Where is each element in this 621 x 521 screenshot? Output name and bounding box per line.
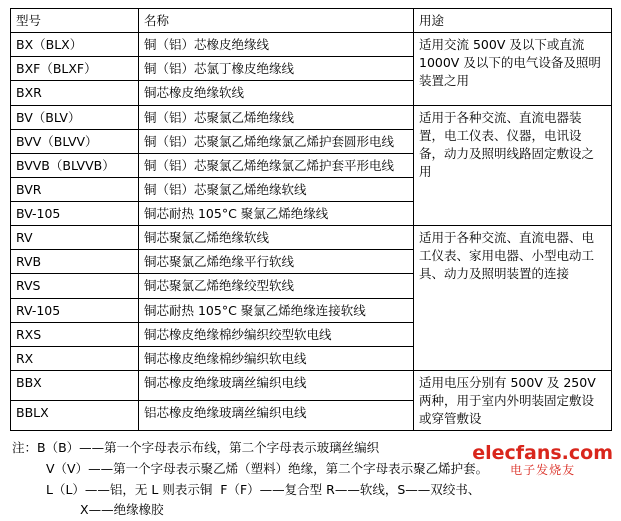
cell-name: 铜芯橡皮绝缘软线: [139, 81, 414, 105]
cell-name: 铜芯聚氯乙烯绝缘平行软线: [139, 250, 414, 274]
column-header-model: 型号: [11, 9, 139, 33]
cell-name: 铜芯聚氯乙烯绝缘软线: [139, 226, 414, 250]
cell-model: RVS: [11, 274, 139, 298]
cell-model: RXS: [11, 322, 139, 346]
cell-name: 铜芯橡皮绝缘棉纱编织绞型软电线: [139, 322, 414, 346]
cell-model: BVVB（BLVVB）: [11, 153, 139, 177]
cell-use: 适用交流 500V 及以下或直流 1000V 及以下的电气设备及照明装置之用: [414, 33, 612, 105]
column-header-name: 名称: [139, 9, 414, 33]
cell-name: 铜（铝）芯聚氯乙烯绝缘氯乙烯护套圆形电线: [139, 129, 414, 153]
cell-name: 铜芯聚氯乙烯绝缘绞型软线: [139, 274, 414, 298]
note-line-4: X——绝缘橡胶: [80, 502, 164, 518]
note-line-2: V（V）——第一个字母表示聚乙烯（塑料）绝缘，第二个字母表示聚乙烯护套。: [46, 460, 489, 476]
table-row: [11, 370, 612, 400]
cell-model: RVB: [11, 250, 139, 274]
wire-spec-table: [10, 8, 612, 431]
cell-model: BXF（BLXF）: [11, 57, 139, 81]
cell-model: BV（BLV）: [11, 105, 139, 129]
cell-name: 铜（铝）芯氯丁橡皮绝缘线: [139, 57, 414, 81]
table-row: [11, 226, 612, 250]
cell-model: BVR: [11, 177, 139, 201]
note-line-1: 注：B（B）——第一个字母表示布线，第二个字母表示玻璃丝编织: [12, 440, 380, 456]
cell-use: 适用于各种交流、直流电器、电工仪表、家用电器、小型电动工具、动力及照明装置的连接: [414, 226, 612, 371]
cell-model: BV-105: [11, 202, 139, 226]
cell-use: 适用电压分别有 500V 及 250V 两种，用于室内外明装固定敷设或穿管敷设: [414, 370, 612, 430]
cell-model: BVV（BLVV）: [11, 129, 139, 153]
cell-model: RX: [11, 346, 139, 370]
cell-name: 铜芯橡皮绝缘玻璃丝编织电线: [139, 370, 414, 400]
note-line-3: L（L）——铝，无 L 则表示铜 F（F）——复合型 R——软线，S——双绞书、: [46, 481, 481, 497]
watermark-subtitle: 电子发烧友: [510, 463, 576, 478]
cell-name: 铜（铝）芯橡皮绝缘线: [139, 33, 414, 57]
cell-name: 铜芯橡皮绝缘棉纱编织软电线: [139, 346, 414, 370]
cell-name: 铜芯耐热 105°C 聚氯乙烯绝缘连接软线: [139, 298, 414, 322]
cell-model: BXR: [11, 81, 139, 105]
cell-name: 铝芯橡皮绝缘玻璃丝编织电线: [139, 401, 414, 431]
cell-name: 铜（铝）芯聚氯乙烯绝缘氯乙烯护套平形电线: [139, 153, 414, 177]
cell-model: RV-105: [11, 298, 139, 322]
watermark-site: elecfans.com: [472, 442, 613, 465]
cell-name: 铜（铝）芯聚氯乙烯绝缘线: [139, 105, 414, 129]
column-header-use: 用途: [414, 9, 612, 33]
table-body: [11, 33, 612, 431]
watermark: [472, 444, 613, 477]
cell-use: 适用于各种交流、直流电器装置，电工仪表、仪器，电讯设备，动力及照明线路固定敷设之用: [414, 105, 612, 226]
cell-name: 铜（铝）芯聚氯乙烯绝缘软线: [139, 177, 414, 201]
cell-model: BBX: [11, 370, 139, 400]
table-header-row: [11, 9, 612, 33]
cell-name: 铜芯耐热 105°C 聚氯乙烯绝缘线: [139, 202, 414, 226]
table-row: [11, 105, 612, 129]
cell-model: BX（BLX）: [11, 33, 139, 57]
cell-model: BBLX: [11, 401, 139, 431]
table-header: [11, 9, 612, 33]
table-row: [11, 33, 612, 57]
cell-model: RV: [11, 226, 139, 250]
